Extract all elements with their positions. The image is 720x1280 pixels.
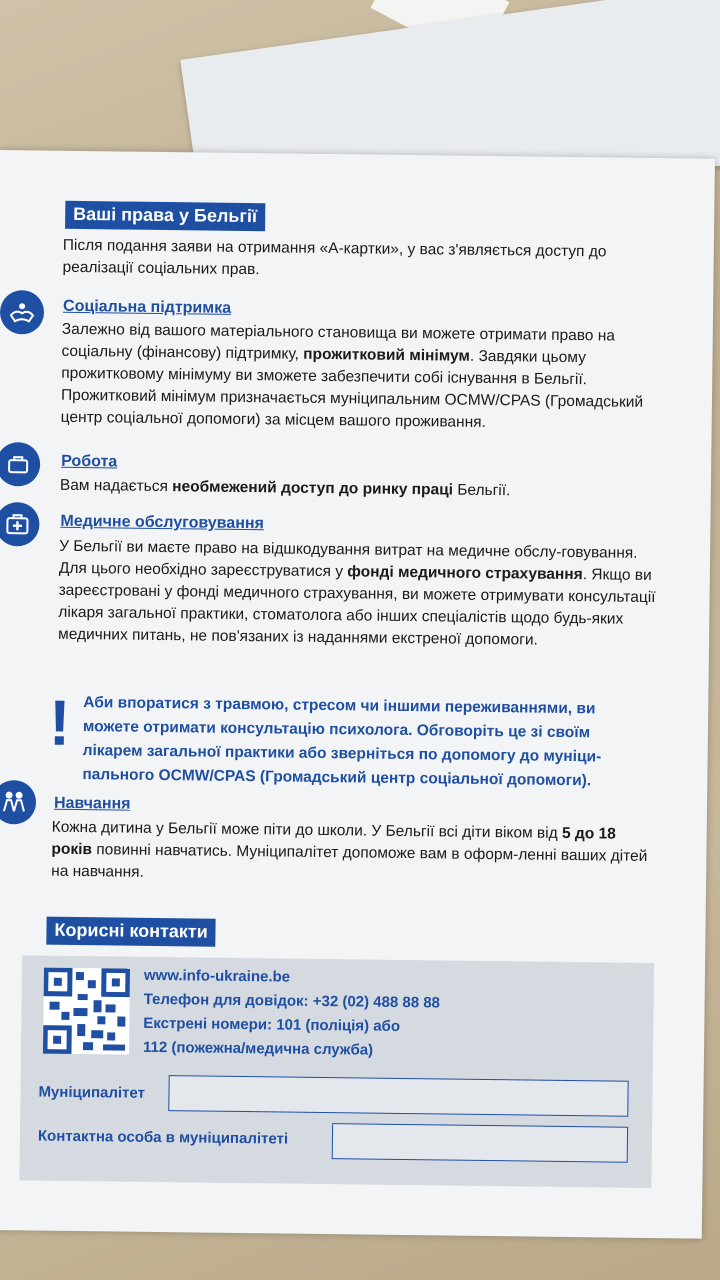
info-phone[interactable]: Телефон для довідок: +32 (02) 488 88 88: [143, 990, 441, 1012]
contact-person-label: Контактна особа в муніципалітеті: [37, 1127, 289, 1148]
education-text: Кожна дитина у Бельгії може піти до школи. У Бельгії всі діти віком від 5 до 18 років повинні навчатись. Муніципалітет допоможе вам в оформ-ленні ваших дітей на навчання.: [51, 818, 648, 881]
children-icon: [0, 780, 36, 825]
contact-person-field[interactable]: [332, 1123, 628, 1163]
rights-title: Ваші права у Бельгії: [65, 201, 265, 231]
qr-code[interactable]: [43, 968, 130, 1055]
social-support-heading: Соціальна підтримка: [62, 297, 232, 317]
psychologist-notice: Аби впоратися з травмою, стресом чи іншими переживаннями, ви можете отримати консультацію психолога. Обговоріть це зі своїм лікарем загальної практики або зверніться по допомогу до муніци-пального OCMW/CPAS (Громадський центр соціальної допомоги).: [82, 694, 602, 790]
municipality-field[interactable]: [168, 1075, 628, 1117]
social-support-text: Залежно від вашого матеріального становища ви можете отримати право на соціальну (фінансову) підтримку, прожитковий мінімум. Завдяки цьому прожитковому мінімуму ви зможете забезпечити собі існування в Бельгії. Прожитковий мінімум призначається муніципальним OCMW/CPAS (Громадський центр соціальної допомоги) за місцем вашого проживання.: [60, 320, 644, 431]
emergency-numbers-line-2: 112 (пожежна/медична служба): [142, 1038, 374, 1059]
municipality-label: Муніципалітет: [38, 1083, 146, 1102]
rights-intro: Після подання заяви на отримання «А-картки», у вас з'являється доступ до реалізації соціальних прав.: [62, 236, 607, 279]
leaflet-page: [0, 150, 715, 1239]
warning-exclamation-icon: !: [48, 686, 71, 759]
work-heading: Робота: [61, 452, 118, 471]
contacts-box: [19, 955, 654, 1188]
first-aid-kit-icon: [0, 502, 40, 547]
education-heading: Навчання: [53, 794, 131, 813]
medical-text: У Бельгії ви маєте право на відшкодування витрат на медичне обслу-говування. Для цього необхідно зареєструватися у фонді медичного страхування. Якщо ви зареєстровані у фонді медичного страхування, ви можете отримувати консультації лікаря загальної практики, стоматолога або інших спеціалістів щодо будь-яких медичних питань, не пов'язаних із наданнями екстреної допомоги.: [57, 537, 656, 649]
work-text: Вам надається необмежений доступ до ринку праці Бельгії.: [59, 476, 511, 500]
hands-support-icon: [0, 290, 44, 335]
website-link[interactable]: www.info-ukraine.be: [143, 966, 291, 986]
work-icon: [0, 442, 40, 487]
medical-heading: Медичне обслуговування: [60, 512, 265, 533]
emergency-numbers-line-1: Екстрені номери: 101 (поліція) або: [143, 1014, 401, 1035]
contacts-title: Корисні контакти: [46, 917, 216, 947]
